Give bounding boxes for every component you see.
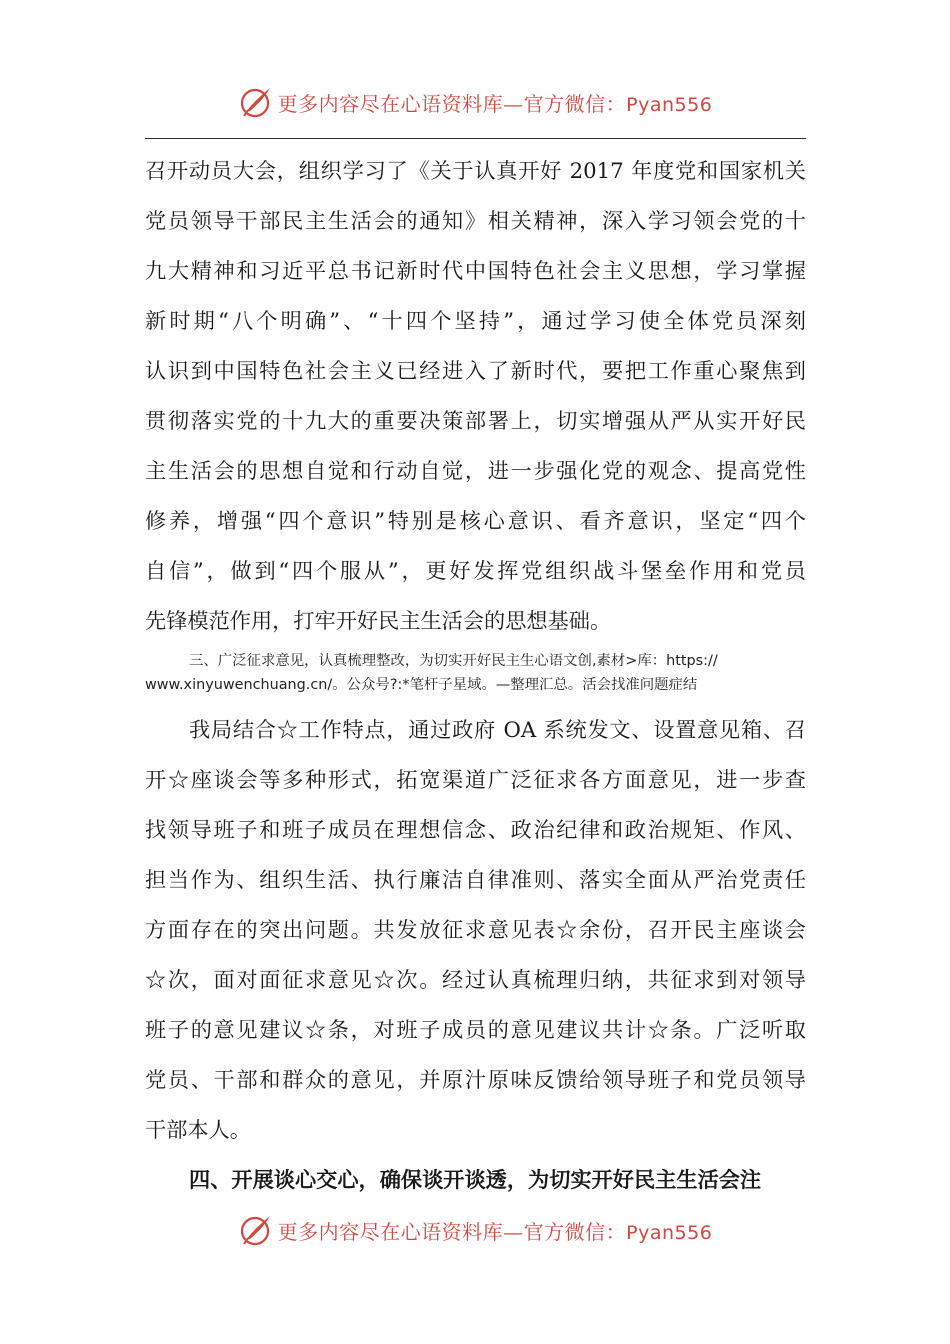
footer-banner	[0, 1210, 950, 1250]
section-heading-4	[145, 1155, 806, 1205]
watermark-line: www.xinyuwenchuang.cn/。公众号?:*笔杆子星域。—整理汇总。活会找准问题症结	[145, 677, 698, 693]
document-body	[145, 146, 806, 1205]
paragraph-line: 找领导班子和班子成员在理想信念、政治纪律和政治规矩、作风、	[145, 817, 806, 842]
paragraph-line: 修养，增强“四个意识”特别是核心意识、看齐意识，坚定“四个	[145, 508, 806, 533]
paragraph-line: 方面存在的突出问题。共发放征求意见表☆余份，召开民主座谈会	[145, 917, 806, 942]
paragraph-line: 先锋模范作用，打牢开好民主生活会的思想基础。	[145, 608, 612, 633]
banner-slogan: 更多内容尽在心语资料库—官方微信：	[277, 1219, 627, 1244]
paragraph-1	[145, 146, 806, 646]
header-divider	[145, 138, 806, 139]
paragraph-line: 认识到中国特色社会主义已经进入了新时代，要把工作重心聚焦到	[145, 358, 806, 383]
quill-logo-icon	[238, 84, 274, 120]
paragraph-line: 主生活会的思想自觉和行动自觉，进一步强化党的观念、提高党性	[145, 458, 806, 483]
paragraph-line: ☆次，面对面征求意见☆次。经过认真梳理归纳，共征求到对领导	[145, 967, 806, 992]
banner-text	[278, 1216, 713, 1245]
paragraph-line: 党员领导干部民主生活会的通知》相关精神，深入学习领会党的十	[145, 208, 806, 233]
paragraph-2	[145, 705, 806, 1155]
header-banner	[0, 82, 950, 122]
banner-slogan: 更多内容尽在心语资料库—官方微信：	[277, 91, 627, 116]
paragraph-line: 班子的意见建议☆条，对班子成员的意见建议共计☆条。广泛听取	[145, 1017, 806, 1042]
paragraph-line: 担当作为、组织生活、执行廉洁自律准则、落实全面从严治党责任	[145, 867, 806, 892]
paragraph-line: 召开动员大会，组织学习了《关于认真开好 2017 年度党和国家机关	[145, 158, 806, 183]
paragraph-line: 贯彻落实党的十九大的重要决策部署上，切实增强从严从实开好民	[145, 408, 806, 433]
quill-logo-icon	[238, 1212, 274, 1248]
paragraph-line: 新时期“八个明确”、“十四个坚持”，通过学习使全体党员深刻	[145, 308, 806, 333]
paragraph-line: 党员、干部和群众的意见，并原汁原味反馈给领导班子和党员领导	[145, 1067, 806, 1092]
paragraph-line: 自信”，做到“四个服从”，更好发挥党组织战斗堡垒作用和党员	[145, 558, 806, 583]
watermark-heading-3	[145, 646, 806, 705]
banner-wechat-id: Pyan556	[626, 1221, 713, 1244]
heading-text: 四、开展谈心交心，确保谈开谈透，为切实开好民主生活会注	[189, 1167, 762, 1192]
banner-wechat-id: Pyan556	[626, 93, 713, 116]
banner-text	[278, 88, 713, 117]
paragraph-line: 我局结合☆工作特点，通过政府 OA 系统发文、设置意见箱、召	[189, 717, 806, 742]
paragraph-line: 九大精神和习近平总书记新时代中国特色社会主义思想，学习掌握	[145, 258, 806, 283]
paragraph-line: 干部本人。	[145, 1117, 251, 1142]
watermark-line: 三、广泛征求意见，认真梳理整改，为切实开好民主生心语文创,素材>库：https://	[189, 653, 718, 669]
paragraph-line: 开☆座谈会等多种形式，拓宽渠道广泛征求各方面意见，进一步查	[145, 767, 806, 792]
